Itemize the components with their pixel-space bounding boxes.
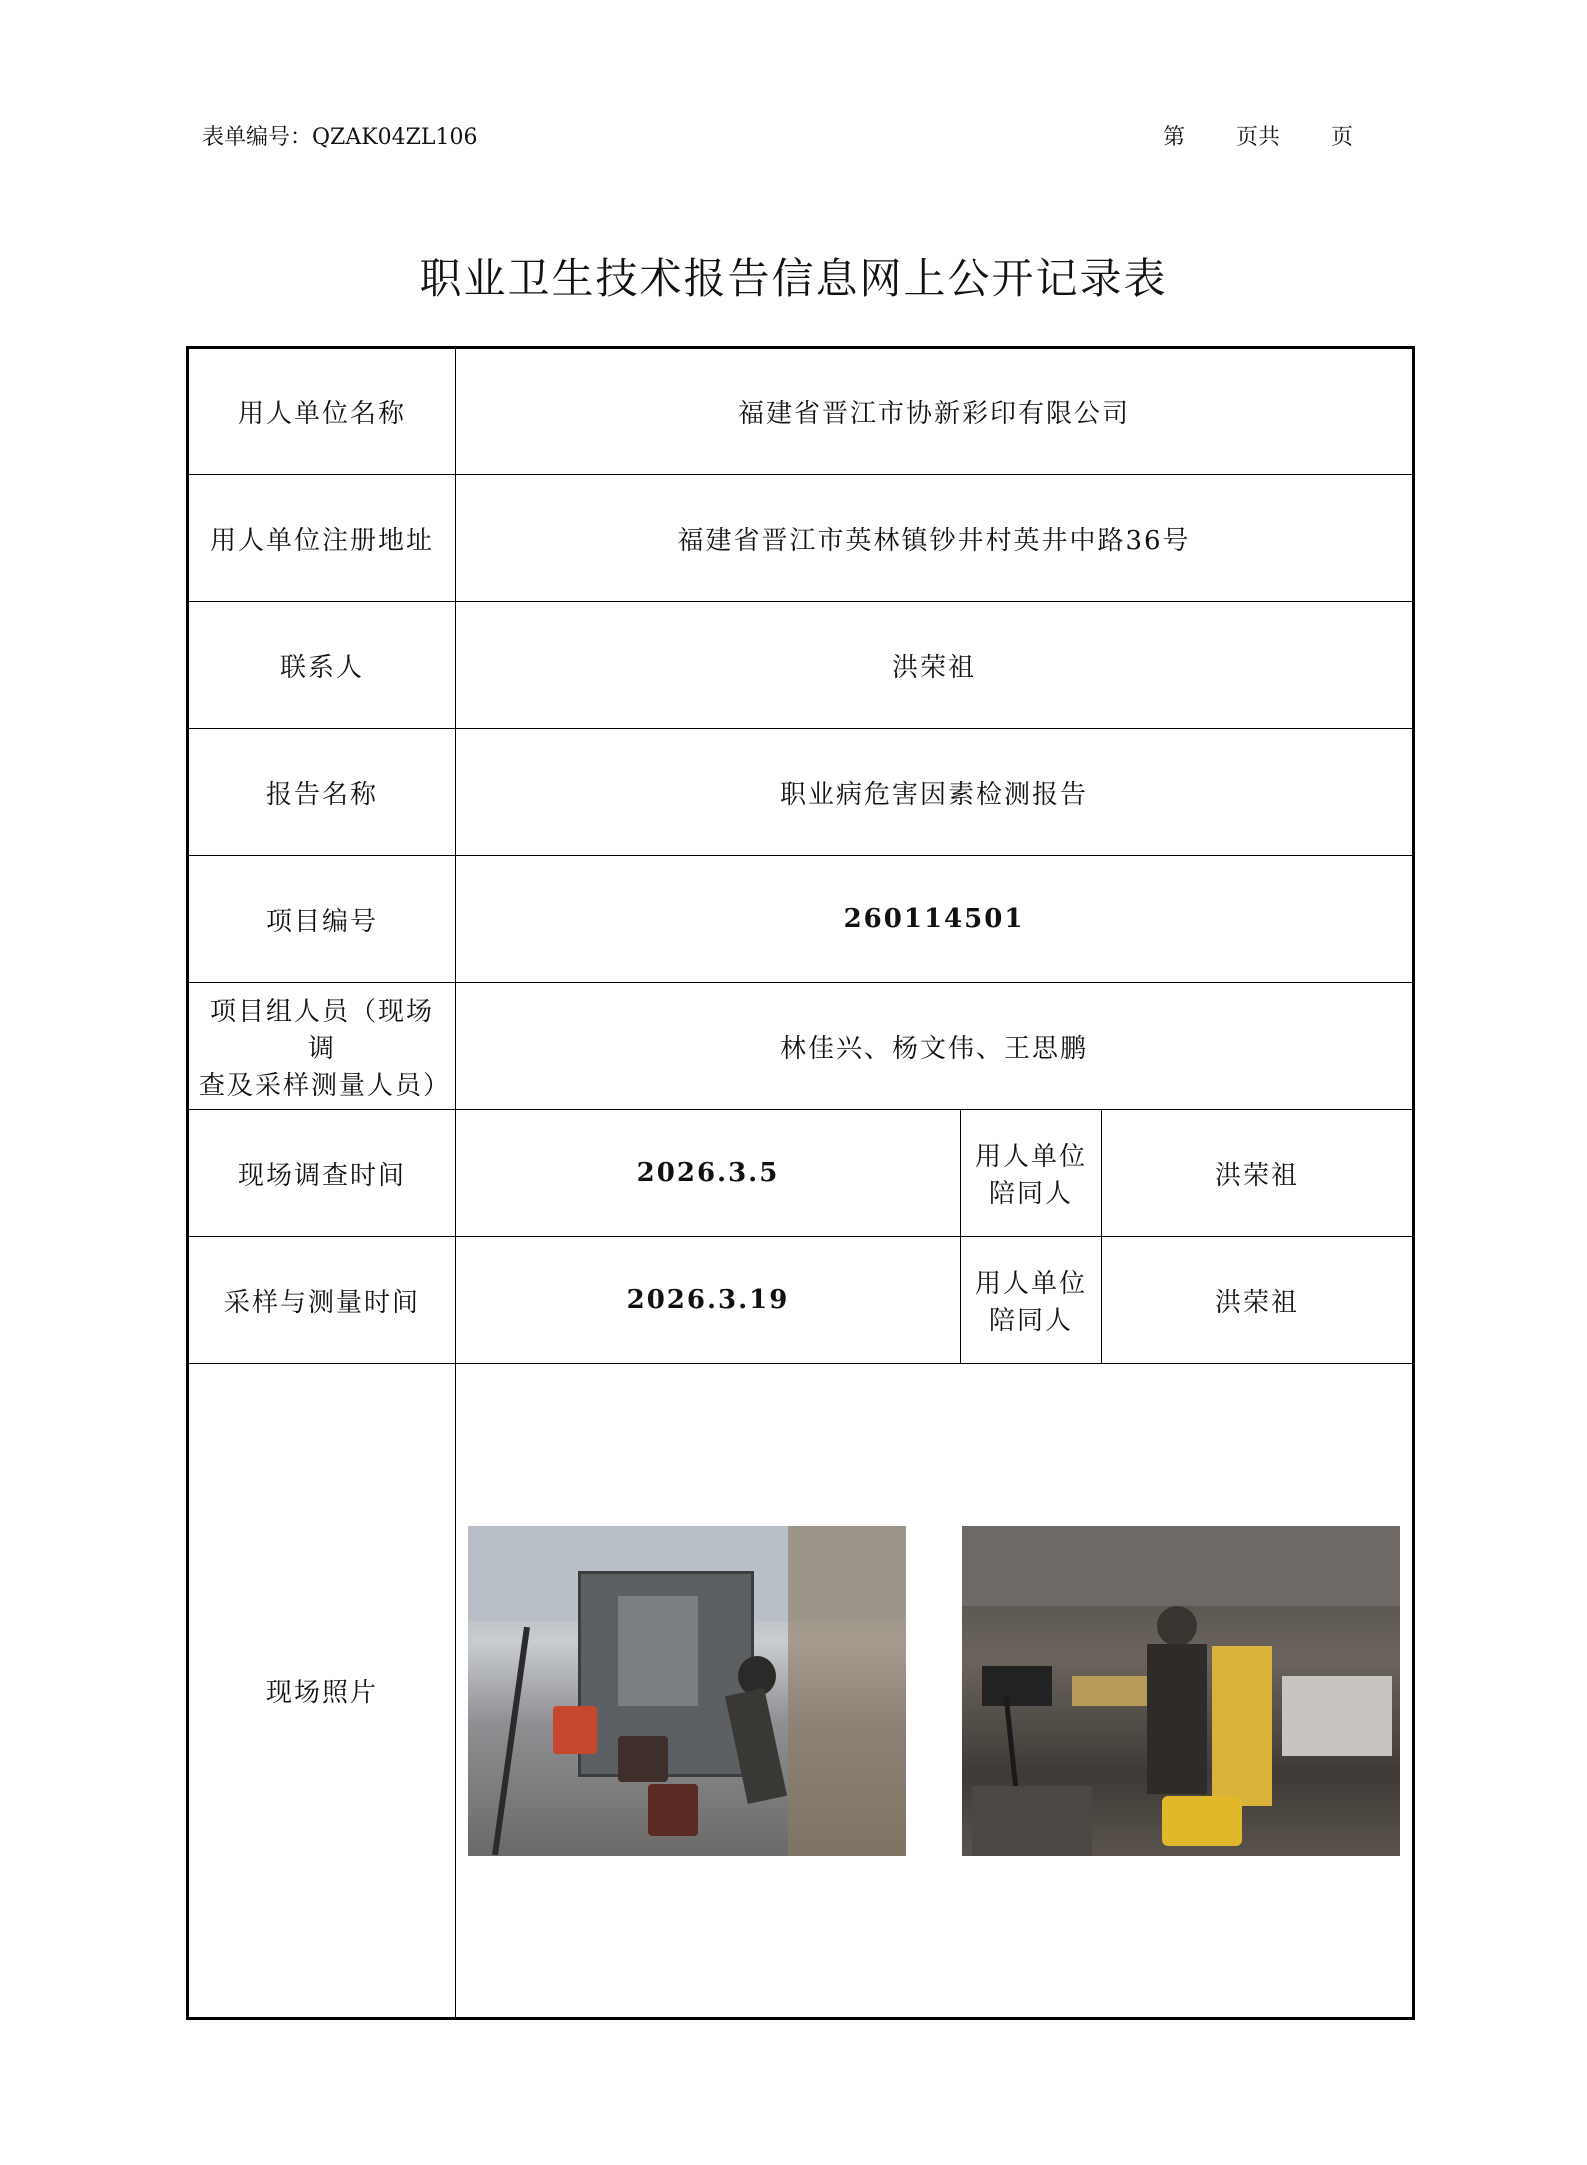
row-project-no	[188, 856, 1414, 983]
row-report-name	[188, 729, 1414, 856]
form-code: 表单编号：QZAK04ZL106	[202, 125, 478, 150]
value-employer-address: 福建省晋江市英林镇钞井村英井中路36号	[456, 475, 1414, 602]
row-contact	[188, 602, 1414, 729]
label-survey-companion	[961, 1110, 1102, 1237]
label-survey-companion-line1: 用人单位	[974, 1142, 1087, 1172]
label-photos: 现场照片	[188, 1364, 456, 2019]
label-sampling-companion	[961, 1237, 1102, 1364]
value-sampling-time: 2026.3.19	[456, 1237, 961, 1364]
value-contact: 洪荣祖	[456, 602, 1414, 729]
record-table	[186, 346, 1415, 2020]
label-sampling-time: 采样与测量时间	[188, 1237, 456, 1364]
label-team	[188, 983, 456, 1110]
value-team: 林佳兴、杨文伟、王思鹏	[456, 983, 1414, 1110]
row-employer-address	[188, 475, 1414, 602]
page-counter	[1163, 120, 1353, 151]
label-project-no: 项目编号	[188, 856, 456, 983]
label-survey-companion-line2: 陪同人	[988, 1179, 1073, 1209]
label-sampling-companion-line2: 陪同人	[988, 1306, 1073, 1336]
row-team	[188, 983, 1414, 1110]
row-sampling-time	[188, 1237, 1414, 1364]
row-photos	[188, 1364, 1414, 2019]
label-team-line2: 查及采样测量人员）	[199, 1070, 452, 1101]
document-title: 职业卫生技术报告信息网上公开记录表	[419, 254, 1168, 303]
label-employer-name: 用人单位名称	[188, 348, 456, 475]
page-label-3: 页	[1330, 125, 1353, 150]
value-report-name: 职业病危害因素检测报告	[456, 729, 1414, 856]
site-photo-cutting-machine	[962, 1526, 1400, 1856]
row-employer-name	[188, 348, 1414, 475]
site-photo-printing-press	[468, 1526, 906, 1856]
value-survey-time: 2026.3.5	[456, 1110, 961, 1237]
photo-strip	[456, 1526, 1412, 1856]
value-employer-name: 福建省晋江市协新彩印有限公司	[456, 348, 1414, 475]
page-label-1: 第	[1163, 125, 1186, 150]
page-label-2: 页共	[1235, 125, 1280, 150]
label-report-name: 报告名称	[188, 729, 456, 856]
label-sampling-companion-line1: 用人单位	[974, 1269, 1087, 1299]
label-survey-time: 现场调查时间	[188, 1110, 456, 1237]
value-sampling-companion: 洪荣祖	[1102, 1237, 1414, 1364]
label-contact: 联系人	[188, 602, 456, 729]
photos-cell	[456, 1364, 1414, 2019]
value-survey-companion: 洪荣祖	[1102, 1110, 1414, 1237]
value-project-no: 260114501	[456, 856, 1414, 983]
label-employer-address: 用人单位注册地址	[188, 475, 456, 602]
label-team-line1: 项目组人员（现场调	[209, 996, 434, 1064]
row-survey-time	[188, 1110, 1414, 1237]
